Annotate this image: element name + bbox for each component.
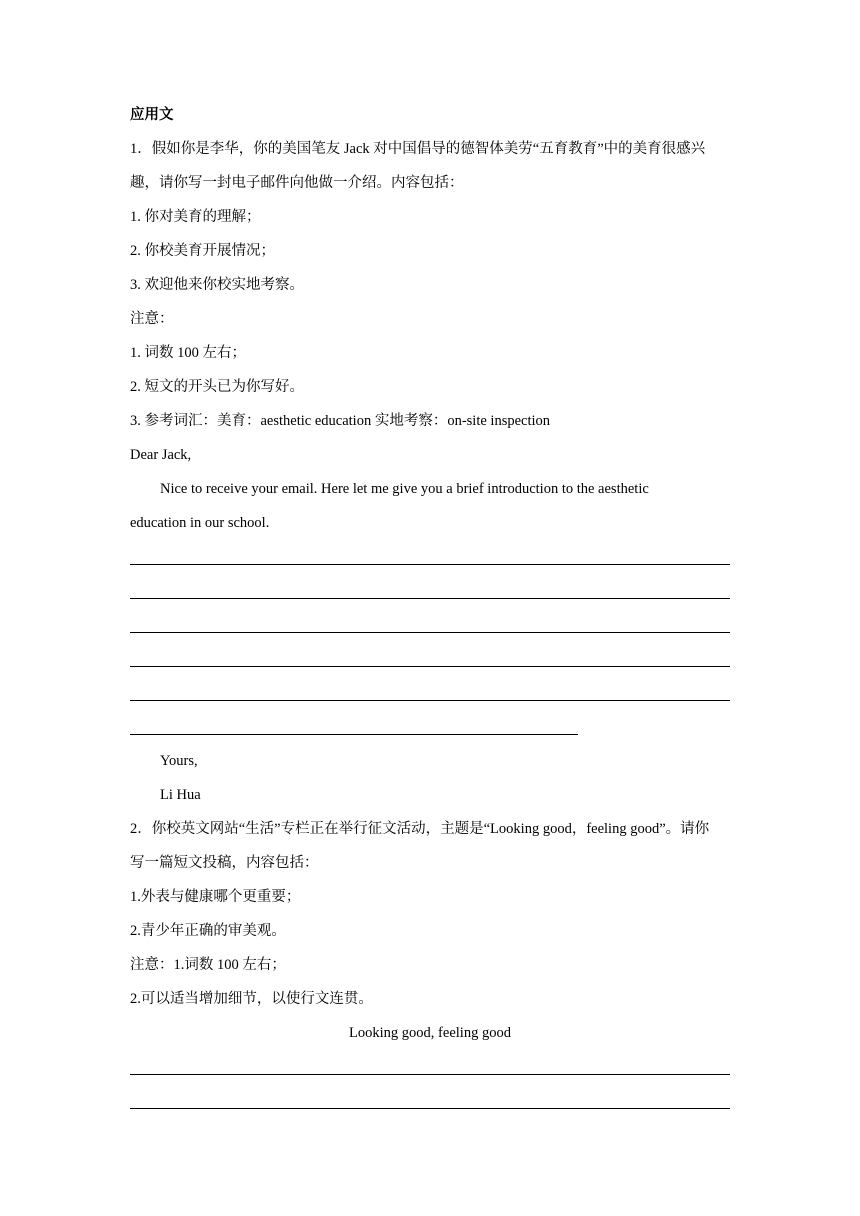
q2-prompt-line-2: 写一篇短文投稿，内容包括： xyxy=(130,855,319,871)
q1-note-label: 注意： xyxy=(130,311,174,327)
q1-opening-line-1: Nice to receive your email. Here let me give you a brief introduction to the aesthetic xyxy=(160,481,649,497)
q1-closing: Yours, xyxy=(160,753,198,769)
q2-note-2: 2.可以适当增加细节，以使行文连贯。 xyxy=(130,991,373,1007)
q2-point-2: 2.青少年正确的审美观。 xyxy=(130,923,286,939)
q1-opening-line-2: education in our school. xyxy=(130,515,270,531)
q2-prompt-line-1: 2．你校英文网站“生活”专栏正在举行征文活动，主题是“Looking good，feeling good”。请你 xyxy=(130,821,710,837)
q1-prompt-line-1: 1．假如你是李华，你的美国笔友 Jack 对中国倡导的德智体美劳“五育教育”中的美育很感兴 xyxy=(130,141,706,157)
q1-point-3: 3. 欢迎他来你校实地考察。 xyxy=(130,277,304,293)
q1-note-1: 1. 词数 100 左右； xyxy=(130,345,246,361)
document-page xyxy=(130,104,730,1124)
q1-signature: Li Hua xyxy=(160,787,201,803)
section-title: 应用文 xyxy=(130,107,174,123)
answer-line[interactable] xyxy=(130,648,730,682)
q1-salutation: Dear Jack, xyxy=(130,447,192,463)
q2-point-1: 1.外表与健康哪个更重要； xyxy=(130,889,301,905)
answer-line[interactable] xyxy=(130,682,730,716)
q1-point-2: 2. 你校美育开展情况； xyxy=(130,243,275,259)
answer-line[interactable] xyxy=(130,1056,730,1090)
answer-line[interactable] xyxy=(130,580,730,614)
answer-line[interactable] xyxy=(130,546,730,580)
q1-prompt-line-2: 趣，请你写一封电子邮件向他做一介绍。内容包括： xyxy=(130,175,464,191)
q1-note-2: 2. 短文的开头已为你写好。 xyxy=(130,379,304,395)
q1-note-3: 3. 参考词汇：美育：aesthetic education 实地考察：on-site inspection xyxy=(130,413,551,429)
q2-note-1: 注意：1.词数 100 左右； xyxy=(130,957,286,973)
q2-essay-title: Looking good, feeling good xyxy=(349,1025,511,1041)
answer-line[interactable] xyxy=(130,614,730,648)
answer-line[interactable] xyxy=(130,1090,730,1124)
answer-line[interactable] xyxy=(130,716,730,750)
q1-point-1: 1. 你对美育的理解； xyxy=(130,209,261,225)
